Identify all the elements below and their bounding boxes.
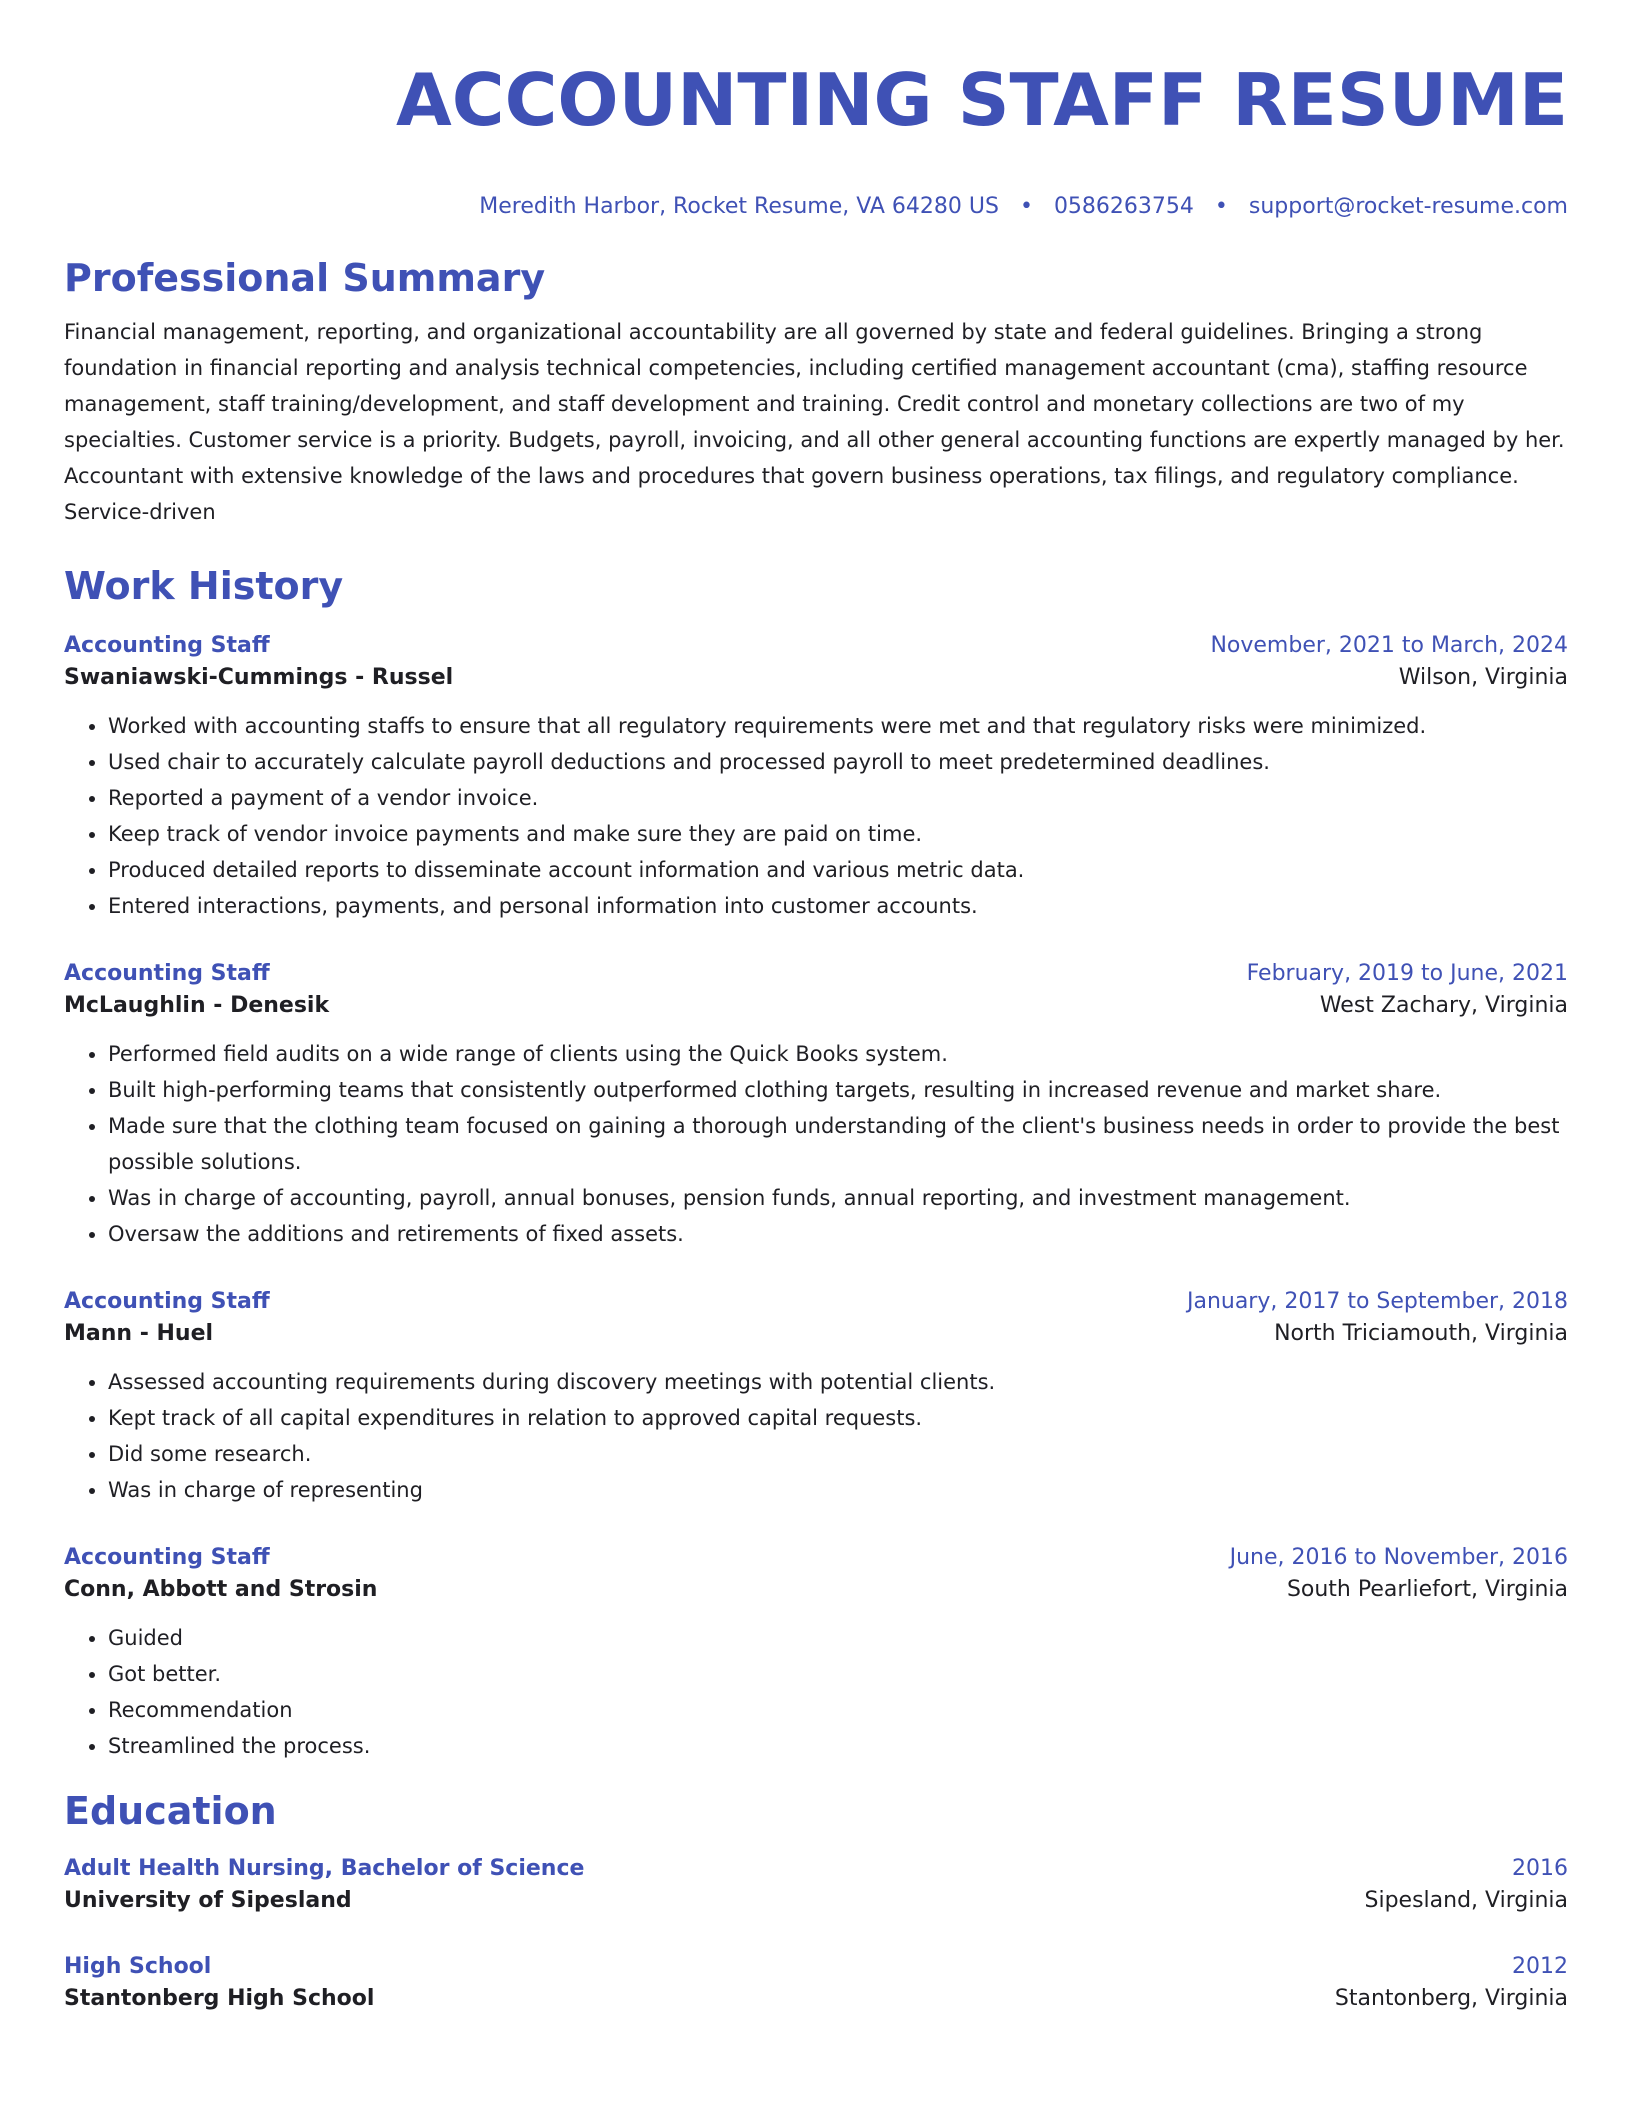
job-bullet: • Oversaw the additions and retirements of fixed assets. xyxy=(108,1216,1568,1252)
job-bullet: • Was in charge of accounting, payroll, annual bonuses, pension funds, annual reporting, and investment management. xyxy=(108,1180,1568,1216)
job-bullet: • Used chair to accurately calculate payroll deductions and processed payroll to meet predetermined deadlines. xyxy=(108,744,1568,780)
contact-separator: • xyxy=(1019,194,1033,220)
job-company: McLaughlin - Denesik xyxy=(64,993,330,1019)
job-location: North Triciamouth, Virginia xyxy=(1274,1321,1568,1347)
job-bullets xyxy=(64,1364,1568,1508)
job-dates: November, 2021 to March, 2024 xyxy=(1210,633,1568,659)
job-bullet: • Assessed accounting requirements during discovery meetings with potential clients. xyxy=(108,1364,1568,1400)
job-entry xyxy=(64,1542,1568,1764)
contact-separator: • xyxy=(1214,194,1228,220)
job-bullet: • Keep track of vendor invoice payments and make sure they are paid on time. xyxy=(108,816,1568,852)
job-bullet: • Entered interactions, payments, and personal information into customer accounts. xyxy=(108,888,1568,924)
contact-email: support@rocket-resume.com xyxy=(1248,194,1568,220)
job-bullet: • Guided xyxy=(108,1620,1568,1656)
job-bullet: • Worked with accounting staffs to ensure that all regulatory requirements were met and that regulatory risks were minimized. xyxy=(108,708,1568,744)
job-company: Swaniawski-Cummings - Russel xyxy=(64,665,454,691)
job-bullet: • Got better. xyxy=(108,1656,1568,1692)
job-location: Wilson, Virginia xyxy=(1398,665,1568,691)
job-dates: June, 2016 to November, 2016 xyxy=(1229,1545,1568,1571)
education-degree: High School xyxy=(64,1954,212,1980)
education-location: Stantonberg, Virginia xyxy=(1334,1986,1568,2012)
job-bullet: • Kept track of all capital expenditures in relation to approved capital requests. xyxy=(108,1400,1568,1436)
contact-address: Meredith Harbor, Rocket Resume, VA 64280 US xyxy=(479,194,999,220)
job-bullets xyxy=(64,1036,1568,1252)
job-bullet: • Recommendation xyxy=(108,1692,1568,1728)
job-location: West Zachary, Virginia xyxy=(1319,993,1568,1019)
work-history-heading: Work History xyxy=(64,564,344,609)
summary-heading: Professional Summary xyxy=(64,256,546,301)
job-entry xyxy=(64,958,1568,1252)
education-school: University of Sipesland xyxy=(64,1888,352,1914)
job-dates: February, 2019 to June, 2021 xyxy=(1246,961,1568,987)
summary-text: Financial management, reporting, and organizational accountability are all governed by state and federal guidelines. Bringing a strong foundation in financial reporting and analysis technical competencies, including certified management accountant (cma), staffing resource management, staff training/development, and staff development and training. Credit control and monetary collections are two of my specialties. Customer service is a priority. Budgets, payroll, invoicing, and all other general accounting functions are expertly managed by her. Accountant with extensive knowledge of the laws and procedures that govern business operations, tax filings, and regulatory compliance. Service-driven xyxy=(64,320,1565,525)
education-year: 2016 xyxy=(1512,1856,1568,1882)
education-year: 2012 xyxy=(1512,1954,1568,1980)
job-bullet: • Produced detailed reports to disseminate account information and various metric data. xyxy=(108,852,1568,888)
job-company: Mann - Huel xyxy=(64,1321,214,1347)
job-bullets xyxy=(64,1620,1568,1764)
job-title: Accounting Staff xyxy=(64,633,270,659)
job-dates: January, 2017 to September, 2018 xyxy=(1186,1289,1568,1315)
job-company: Conn, Abbott and Strosin xyxy=(64,1577,378,1603)
job-title: Accounting Staff xyxy=(64,1545,270,1571)
job-title: Accounting Staff xyxy=(64,1289,270,1315)
education-heading: Education xyxy=(64,1789,277,1834)
job-bullet: • Streamlined the process. xyxy=(108,1728,1568,1764)
job-bullet: • Did some research. xyxy=(108,1436,1568,1472)
job-bullet: • Made sure that the clothing team focused on gaining a thorough understanding of the client's business needs in order to provide the best possible solutions. xyxy=(108,1108,1568,1180)
education-degree: Adult Health Nursing, Bachelor of Science xyxy=(64,1856,585,1882)
job-entry xyxy=(64,1286,1568,1508)
job-bullet: • Reported a payment of a vendor invoice. xyxy=(108,780,1568,816)
education-entry xyxy=(64,1853,1568,1917)
job-location: South Pearliefort, Virginia xyxy=(1286,1577,1568,1603)
job-bullets xyxy=(64,708,1568,924)
contact-line xyxy=(64,192,1568,222)
education-school: Stantonberg High School xyxy=(64,1986,375,2012)
contact-phone: 0586263754 xyxy=(1053,194,1194,220)
education-list xyxy=(64,1853,1568,2015)
work-history-list xyxy=(64,630,1568,1764)
education-location: Sipesland, Virginia xyxy=(1364,1888,1568,1914)
education-entry xyxy=(64,1951,1568,2015)
resume-page xyxy=(64,0,1568,2015)
job-bullet: • Was in charge of representing xyxy=(108,1472,1568,1508)
job-entry xyxy=(64,630,1568,924)
job-title: Accounting Staff xyxy=(64,961,270,987)
resume-title: ACCOUNTING STAFF RESUME xyxy=(396,58,1568,142)
job-bullet: • Performed field audits on a wide range of clients using the Quick Books system. xyxy=(108,1036,1568,1072)
job-bullet: • Built high-performing teams that consistently outperformed clothing targets, resulting in increased revenue and market share. xyxy=(108,1072,1568,1108)
